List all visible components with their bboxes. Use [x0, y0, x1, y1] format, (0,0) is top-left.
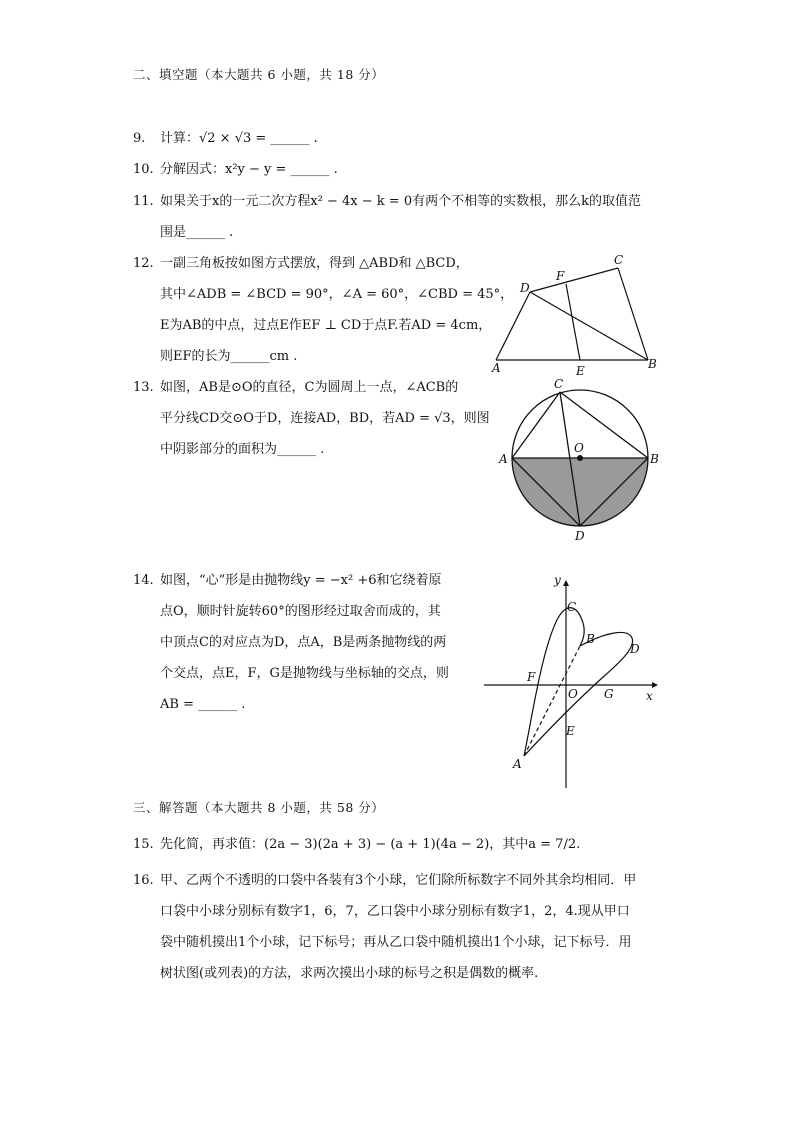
section-2-heading: 二、填空题（本大题共 6 小题，共 18 分） — [133, 67, 385, 82]
fig13-label-d: D — [575, 529, 585, 543]
q15-text: 先化简，再求值：(2a − 3)(2a + 3) − (a + 1)(4a − 2)，其中a = 7/2. — [160, 837, 581, 852]
q16-line-3: 袋中随机摸出1个小球，记下标号；再从乙口袋中随机摸出1个小球，记下标号．用 — [160, 935, 632, 950]
fig13-label-c: C — [554, 377, 564, 391]
q10-number: 10. — [133, 162, 154, 177]
fig14-label-d: D — [630, 642, 640, 656]
center-point — [577, 455, 583, 461]
q14-line-3: 中顶点C的对应点为D，点A，B是两条抛物线的两 — [160, 635, 447, 650]
fig12-label-c: C — [614, 253, 624, 267]
figure-13 — [496, 375, 666, 549]
fig12-label-b: B — [648, 357, 657, 371]
q16-number: 16. — [133, 873, 154, 888]
fig13-label-a: A — [499, 452, 508, 466]
q13-number: 13. — [133, 380, 154, 395]
q11-line-2: 围是______ . — [160, 225, 234, 240]
q14-line-1: 如图，“心”形是由抛物线y = −x² +6和它绕着原 — [160, 573, 442, 588]
fig14-label-y: y — [554, 573, 561, 587]
figure-14 — [480, 568, 670, 797]
q16-line-1: 甲、乙两个不透明的口袋中各装有3个小球，它们除所标数字不同外其余均相同．甲 — [160, 873, 637, 888]
fig14-label-o: O — [568, 687, 578, 701]
fig13-label-o: O — [574, 441, 584, 455]
section-3-heading: 三、解答题（本大题共 8 小题，共 58 分） — [133, 800, 385, 815]
figure-12 — [488, 252, 668, 381]
q14-number: 14. — [133, 573, 154, 588]
fig12-label-e: E — [576, 364, 585, 377]
fig14-label-a: A — [513, 757, 522, 771]
q13-line-1: 如图，AB是⊙O的直径，C为圆周上一点，∠ACB的 — [160, 380, 459, 395]
q10-text: 分解因式：x²y − y = ______ . — [160, 162, 338, 177]
fig12-label-f: F — [556, 269, 565, 283]
fig13-label-b: B — [650, 452, 659, 466]
q12-line-3: E为AB的中点，过点E作EF ⊥ CD于点F.若AD = 4cm， — [160, 318, 492, 333]
fig14-label-g: G — [604, 687, 614, 701]
q14-line-2: 点O，顺时针旋转60°的图形经过取舍而成的，其 — [160, 604, 441, 619]
fig14-label-c: C — [567, 600, 577, 614]
q12-line-4: 则EF的长为______cm . — [160, 349, 298, 364]
q16-line-4: 树状图(或列表)的方法，求两次摸出小球的标号之积是偶数的概率. — [160, 966, 539, 981]
q12-line-1: 一副三角板按如图方式摆放，得到 △ABD和 △BCD， — [160, 256, 469, 271]
q11-line-1: 如果关于x的一元二次方程x² − 4x − k = 0有两个不相等的实数根，那么k的取值范 — [160, 194, 641, 209]
q15-number: 15. — [133, 837, 154, 852]
q14-line-4: 个交点，点E，F，G是抛物线与坐标轴的交点，则 — [160, 666, 449, 681]
q16-line-2: 口袋中小球分别标有数字1，6，7，乙口袋中小球分别标有数字1，2，4.现从甲口 — [160, 904, 630, 919]
q12-number: 12. — [133, 256, 154, 271]
q13-line-3: 中阴影部分的面积为______ . — [160, 442, 325, 457]
fig12-label-d: D — [520, 281, 530, 295]
q13-line-2: 平分线CD交⊙O于D，连接AD，BD，若AD = √3，则图 — [160, 411, 490, 426]
q9-number: 9. — [133, 131, 146, 146]
fig14-label-b: B — [586, 632, 595, 646]
fig14-label-x: x — [646, 689, 653, 703]
q14-line-5: AB = ______ . — [160, 697, 246, 712]
fig12-label-a: A — [492, 361, 501, 375]
q11-number: 11. — [133, 194, 154, 209]
fig14-label-f: F — [527, 670, 536, 684]
q9-text: 计算：√2 × √3 = ______ . — [160, 131, 318, 146]
fig14-label-e: E — [566, 724, 575, 738]
q12-line-2: 其中∠ADB = ∠BCD = 90°，∠A = 60°，∠CBD = 45°， — [160, 287, 514, 302]
